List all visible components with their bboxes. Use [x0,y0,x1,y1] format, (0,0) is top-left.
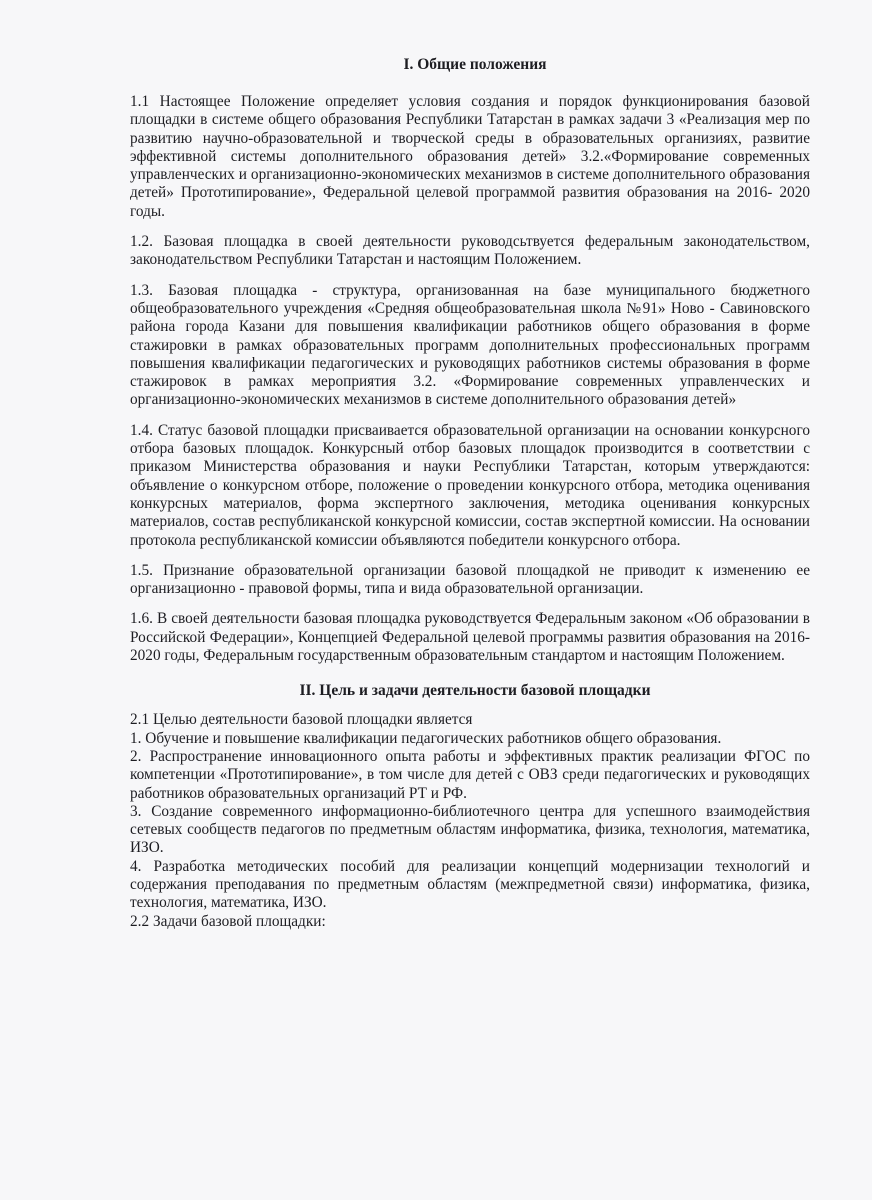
goal-intro: 2.1 Целью деятельности базовой площадки является [130,711,473,729]
paragraph-1-3: 1.3. Базовая площадка - структура, организованная на базе муниципального бюджетного общеобразовательного учреждения «Средняя общеобразовательная школа №91» Ново - Савиновского района города Казани для повышения квалификации работников общего образования в форме стажировки в рамках образовательных программ дополнительных профессиональных программ повышения квалификации педагогических и руководящих работников системы образования в форме стажировок в рамках мероприятия 3.2. «Формирование современных управленческих и организационно-экономических механизмов в системе дополнительного образования детей» [130,281,810,409]
paragraph-1-2: 1.2. Базовая площадка в своей деятельности руководсьтвуется федеральным законодательством, законодательством Республики Татарстан и настоящим Положением. [130,233,810,269]
section-2-title: II. Цель и задачи деятельности базовой площадки [299,682,651,700]
goal-item-2: 2. Распространение инновационного опыта работы и эффективных практик реализации ФГОС по компетенции «Прототипирование», в том числе для детей с ОВЗ среди педагогических и руководящих работников образовательных организаций РТ и РФ. [130,747,810,802]
goal-item-1: 1. Обучение и повышение квалификации педагогических работников общего образования. [130,729,722,747]
goal-item-4: 4. Разработка методических пособий для реализации концепций модернизации технологий и содержания преподавания по предметным областям (межпредметной связи) информатика, физика, технология, математика, ИЗО. [130,857,810,912]
paragraph-1-4: 1.4. Статус базовой площадки присваивается образовательной организации на основании конкурсного отбора базовых площадок. Конкурсный отбор базовых площадок производится в соответствии с приказом Министерства образования и науки Республики Татарстан, которым утверждаются: объявление о конкурсном отборе, положение о проведении конкурсного отбора, методика оценивания конкурсных материалов, форма экспертного заключения, методика оценивания конкурсных материалов, состав республиканской конкурсной комиссии, состав экспертной комиссии. На основании протокола республиканской комиссии объявляются победители конкурсного отбора. [130,421,810,549]
tasks-heading: 2.2 Задачи базовой площадки: [130,912,326,930]
goal-item-3: 3. Создание современного информационно-библиотечного центра для успешного взаимодействия сетевых сообществ педагогов по предметным областям информатика, физика, технология, математика, ИЗО. [130,802,810,857]
paragraph-1-6: 1.6. В своей деятельности базовая площадка руководствуется Федеральным законом «Об образовании в Российской Федерации», Концепцией Федеральной целевой программы развития образования на 2016-2020 годы, Федеральным государственным образовательным стандартом и настоящим Положением. [130,610,810,665]
section-1-title: I. Общие положения [403,56,547,73]
paragraph-1-5: 1.5. Признание образовательной организации базовой площадкой не приводит к изменению ее организационно - правовой формы, типа и вида образовательной организации. [130,561,810,598]
document-body [130,55,810,931]
paragraph-1-1: 1.1 Настоящее Положение определяет условия создания и порядок функционирования базовой площадки в системе общего образования Республики Татарстан в рамках задачи 3 «Реализация мер по развитию научно-образовательной и творческой среды в образовательных организиях, развитие эффективной системы дополнительного образования детей» 3.2.«Формирование современных управленческих и организационно-экономических механизмов в системе дополнительного образования детей» Прототипирование», Федеральной целевой программой развития образования на 2016- 2020 годы. [130,93,810,220]
